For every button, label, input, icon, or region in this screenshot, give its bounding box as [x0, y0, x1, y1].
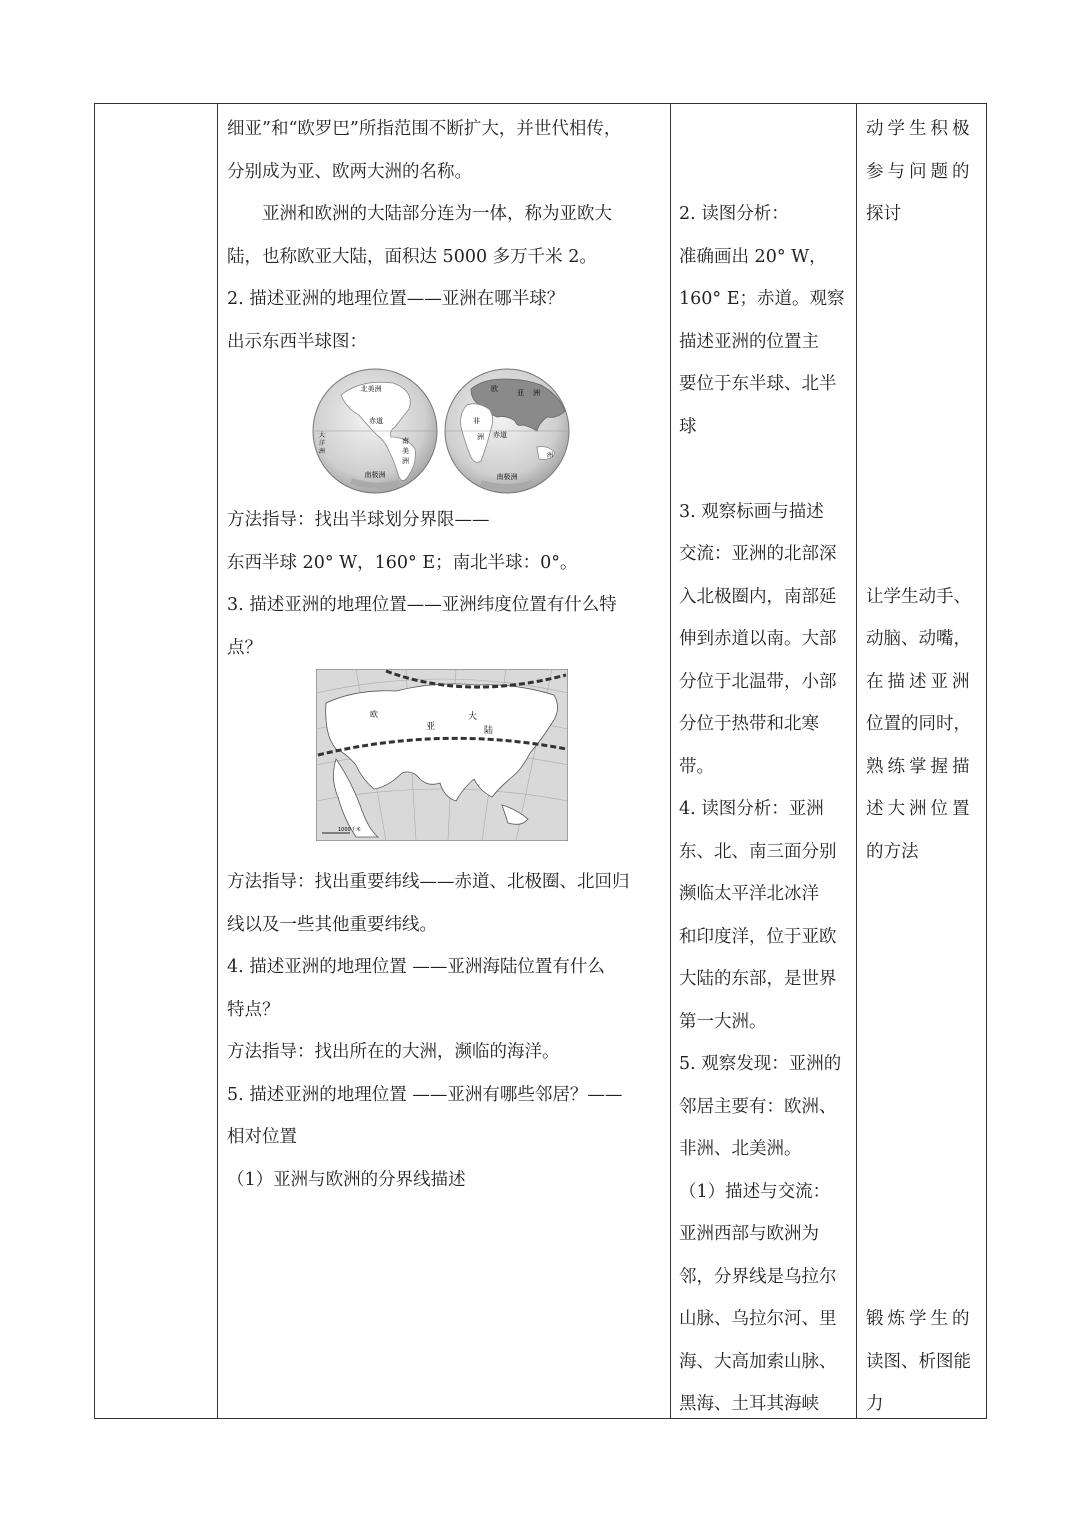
text-line: 160° E；赤道。观察 [679, 289, 845, 309]
text-line: （1）描述与交流： [679, 1181, 831, 1202]
question-2: 2. 描述亚洲的地理位置——亚洲在哪半球？ [227, 289, 565, 309]
text-line: 力 [866, 1394, 884, 1414]
text-line: 准确画出 20° W， [679, 246, 827, 267]
text-line: 探讨 [866, 204, 901, 224]
map-label: 大 [468, 712, 478, 722]
text-line: 和印度洋，位于亚欧 [679, 926, 837, 947]
text-line: 参与问题的 [866, 161, 974, 182]
text-line: 4. 读图分析：亚洲 [679, 799, 824, 819]
table-cell-stage [95, 104, 217, 1418]
table-cell-student-activity [670, 104, 856, 1418]
text-line: 第一大洲。 [679, 1011, 767, 1032]
map-label: 洲 [319, 448, 326, 455]
text-line: 3. 观察标画与描述 [679, 501, 824, 522]
sub-question: （1）亚洲与欧洲的分界线描述 [227, 1169, 466, 1190]
text-line: 动学生积极 [866, 119, 974, 139]
map-label: 洲 [402, 457, 409, 465]
text-line: 东西半球 20° W，160° E；南北半球：0°。 [227, 552, 578, 573]
map-label: 欧 [491, 385, 498, 393]
question-3: 3. 描述亚洲的地理位置——亚洲纬度位置有什么特 [227, 595, 617, 615]
method-guide-3: 方法指导：找出所在的大洲，濒临的海洋。 [227, 1042, 560, 1062]
text-line: 相对位置 [227, 1127, 297, 1147]
text-line: 的方法 [866, 841, 919, 862]
text-line: 分位于热带和北寒 [679, 714, 819, 734]
text-line: 伸到赤道以南。大部 [679, 629, 837, 649]
question-4: 4. 描述亚洲的地理位置 ——亚洲海陆位置有什么 [227, 957, 605, 977]
text-line: 濒临太平洋北冰洋 [679, 884, 819, 904]
text-line: 动脑、动嘴， [866, 629, 971, 649]
eastern-hemisphere [445, 369, 569, 493]
lesson-plan-table [94, 103, 987, 1419]
text-line: 位置的同时， [866, 714, 971, 734]
text-line: 出示东西半球图： [227, 331, 367, 352]
text-line: 让学生动手、 [866, 586, 971, 607]
text-line: 分位于北温带，小部 [679, 671, 837, 692]
map-label: 赤道 [369, 417, 383, 425]
text-line: 海、大高加索山脉、 [679, 1351, 837, 1372]
text-line: 述大洲位置 [866, 799, 974, 819]
question-5: 5. 描述亚洲的地理位置 ——亚洲有哪些邻居？—— [227, 1084, 623, 1105]
text-line: 读图、析图能 [866, 1351, 971, 1372]
text-line: 东、北、南三面分别 [679, 841, 837, 862]
text-line: 5. 观察发现：亚洲的 [679, 1054, 842, 1074]
text-line: 大陆的东部，是世界 [679, 969, 837, 989]
text-line: 入北极圈内，南部延 [679, 586, 837, 607]
text-line: 细亚”和“欧罗巴”所指范围不断扩大，并世代相传， [227, 119, 622, 139]
method-guide-2: 方法指导：找出重要纬线——赤道、北极圈、北回归 [227, 872, 630, 892]
map-label: 大 [319, 432, 326, 439]
text-line: 熟练掌握描 [866, 756, 974, 777]
text-line: 锻炼学生的 [866, 1309, 974, 1329]
map-label: 亚 [517, 389, 524, 397]
text-line: 交流：亚洲的北部深 [679, 544, 837, 564]
text-line: 分别成为亚、欧两大洲的名称。 [227, 161, 472, 182]
text-line: 点？ [227, 637, 262, 658]
text-line: 特点？ [227, 999, 280, 1020]
map-label: 南 [402, 437, 409, 445]
text-line: 线以及一些其他重要纬线。 [227, 914, 437, 935]
map-scale-label: 1000千米 [338, 827, 361, 833]
map-label: 洲 [547, 452, 554, 459]
text-line: 非洲、北美洲。 [679, 1139, 802, 1159]
text-line: 邻，分界线是乌拉尔 [679, 1266, 837, 1287]
text-line: 在描述亚洲 [866, 671, 974, 692]
text-line: 陆，也称欧亚大陆，面积达 5000 多万千米 2。 [227, 246, 597, 267]
method-guide-1: 方法指导：找出半球划分界限—— [227, 510, 490, 530]
map-label: 洲 [533, 389, 540, 397]
text-line: 亚洲和欧洲的大陆部分连为一体，称为亚欧大 [262, 204, 612, 224]
text-line: 要位于东半球、北半 [679, 374, 837, 394]
map-label: 南极洲 [496, 473, 518, 481]
map-label: 陆 [484, 726, 494, 736]
table-cell-design-intent [856, 104, 986, 1418]
asia-latitude-map-figure [316, 669, 664, 853]
hemispheres-image [311, 365, 575, 497]
map-label: 欧 [370, 710, 378, 719]
hemispheres-figure [311, 365, 664, 497]
text-line: 山脉、乌拉尔河、里 [679, 1309, 837, 1329]
map-label: 亚 [426, 722, 436, 732]
map-label: 洋 [319, 440, 326, 447]
text-line: 描述亚洲的位置主 [679, 331, 819, 352]
text-line: 邻居主要有：欧洲、 [679, 1096, 837, 1117]
text-line: 球 [679, 416, 697, 437]
map-label: 北美洲 [360, 385, 382, 393]
western-hemisphere [313, 369, 437, 493]
text-line: 亚洲西部与欧洲为 [679, 1224, 819, 1244]
map-label: 南极洲 [364, 471, 386, 479]
asia-latitude-map [316, 669, 568, 841]
text-line: 黑海、土耳其海峡 [679, 1394, 819, 1414]
map-label: 赤道 [493, 431, 507, 439]
text-line: 带。 [679, 756, 714, 777]
map-label: 美 [402, 447, 409, 455]
map-label: 非 [473, 417, 480, 425]
text-line: 2. 读图分析： [679, 204, 789, 224]
map-label: 洲 [477, 433, 484, 441]
table-cell-teacher-activity [217, 104, 670, 1418]
